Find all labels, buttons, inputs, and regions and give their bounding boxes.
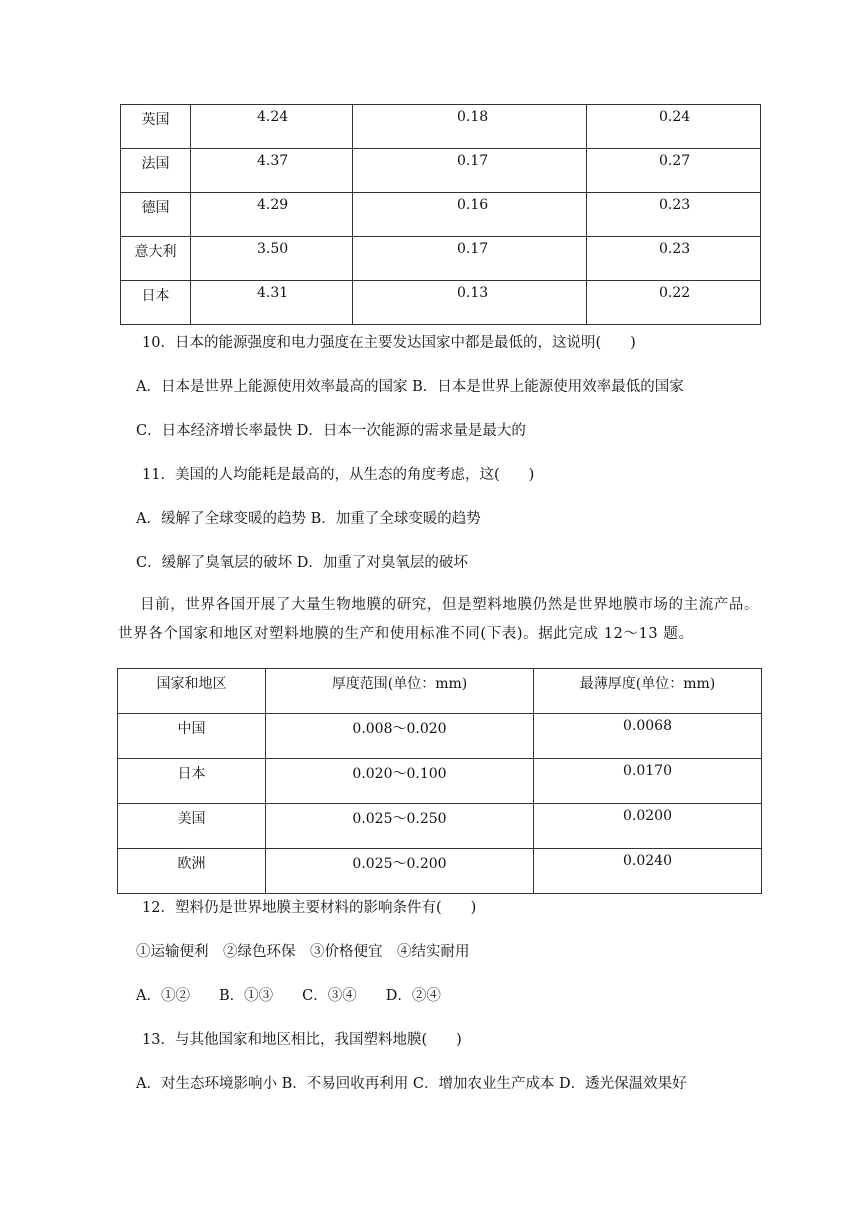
table-cell: 0.17 bbox=[353, 149, 587, 193]
table-cell: 中国 bbox=[118, 714, 266, 759]
question-13-options: A．对生态环境影响小 B．不易回收再利用 C．增加农业生产成本 D．透光保温效果好 bbox=[136, 1076, 687, 1092]
table-cell: 0.0200 bbox=[534, 804, 762, 849]
table-row bbox=[121, 193, 761, 237]
question-13-stem: 13．与其他国家和地区相比，我国塑料地膜( ) bbox=[142, 1032, 462, 1048]
table-cell: 0.0170 bbox=[534, 759, 762, 804]
table-cell: 3.50 bbox=[191, 237, 353, 281]
table-row bbox=[121, 149, 761, 193]
mulch-film-table bbox=[117, 668, 762, 894]
question-11-options-ab: A．缓解了全球变暖的趋势 B．加重了全球变暖的趋势 bbox=[136, 511, 481, 527]
question-12-options: A．①② B．①③ C．③④ D．②④ bbox=[136, 988, 441, 1004]
table-cell: 日本 bbox=[121, 281, 191, 325]
table-cell: 4.31 bbox=[191, 281, 353, 325]
table-cell: 4.29 bbox=[191, 193, 353, 237]
table-row bbox=[118, 759, 762, 804]
table-cell: 0.0240 bbox=[534, 849, 762, 894]
question-11-stem: 11．美国的人均能耗是最高的，从生态的角度考虑，这( ) bbox=[142, 467, 535, 483]
column-header: 厚度范围(单位：mm) bbox=[266, 669, 534, 714]
column-header: 国家和地区 bbox=[118, 669, 266, 714]
table-cell: 0.13 bbox=[353, 281, 587, 325]
table-cell: 欧洲 bbox=[118, 849, 266, 894]
table-cell: 美国 bbox=[118, 804, 266, 849]
table-header-row bbox=[118, 669, 762, 714]
table-cell: 0.16 bbox=[353, 193, 587, 237]
table-cell: 意大利 bbox=[121, 237, 191, 281]
energy-intensity-table bbox=[120, 104, 761, 325]
passage-intro: 目前，世界各国开展了大量生物地膜的研究，但是塑料地膜仍然是世界地膜市场的主流产品。世界各个国家和地区对塑料地膜的生产和使用标准不同(下表)。据此完成 12～13 题。 bbox=[118, 597, 760, 642]
question-11-options-cd: C．缓解了臭氧层的破坏 D．加重了对臭氧层的破坏 bbox=[136, 555, 468, 571]
table-cell: 法国 bbox=[121, 149, 191, 193]
question-12-stem: 12．塑料仍是世界地膜主要材料的影响条件有( ) bbox=[142, 900, 477, 916]
table-cell: 0.24 bbox=[587, 105, 761, 149]
question-12-conditions: ①运输便利 ②绿色环保 ③价格便宜 ④结实耐用 bbox=[136, 944, 470, 960]
table-cell: 0.0068 bbox=[534, 714, 762, 759]
table-cell: 0.18 bbox=[353, 105, 587, 149]
table-cell: 4.37 bbox=[191, 149, 353, 193]
column-header: 最薄厚度(单位：mm) bbox=[534, 669, 762, 714]
table-row bbox=[118, 849, 762, 894]
question-10-options-ab: A．日本是世界上能源使用效率最高的国家 B．日本是世界上能源使用效率最低的国家 bbox=[136, 379, 684, 395]
table-cell: 0.17 bbox=[353, 237, 587, 281]
table-row bbox=[121, 105, 761, 149]
table-row bbox=[118, 714, 762, 759]
table-cell: 0.27 bbox=[587, 149, 761, 193]
table-cell: 德国 bbox=[121, 193, 191, 237]
table-cell: 0.020～0.100 bbox=[266, 759, 534, 804]
table-cell: 0.23 bbox=[587, 193, 761, 237]
table-cell: 4.24 bbox=[191, 105, 353, 149]
table-cell: 日本 bbox=[118, 759, 266, 804]
table-cell: 英国 bbox=[121, 105, 191, 149]
table-cell: 0.025～0.200 bbox=[266, 849, 534, 894]
table-cell: 0.008～0.020 bbox=[266, 714, 534, 759]
table-cell: 0.23 bbox=[587, 237, 761, 281]
table-row bbox=[121, 281, 761, 325]
table-cell: 0.025～0.250 bbox=[266, 804, 534, 849]
table-cell: 0.22 bbox=[587, 281, 761, 325]
table-row bbox=[118, 804, 762, 849]
question-10-stem: 10．日本的能源强度和电力强度在主要发达国家中都是最低的，这说明( ) bbox=[142, 335, 636, 351]
table-row bbox=[121, 237, 761, 281]
question-10-options-cd: C．日本经济增长率最快 D．日本一次能源的需求量是最大的 bbox=[136, 423, 526, 439]
